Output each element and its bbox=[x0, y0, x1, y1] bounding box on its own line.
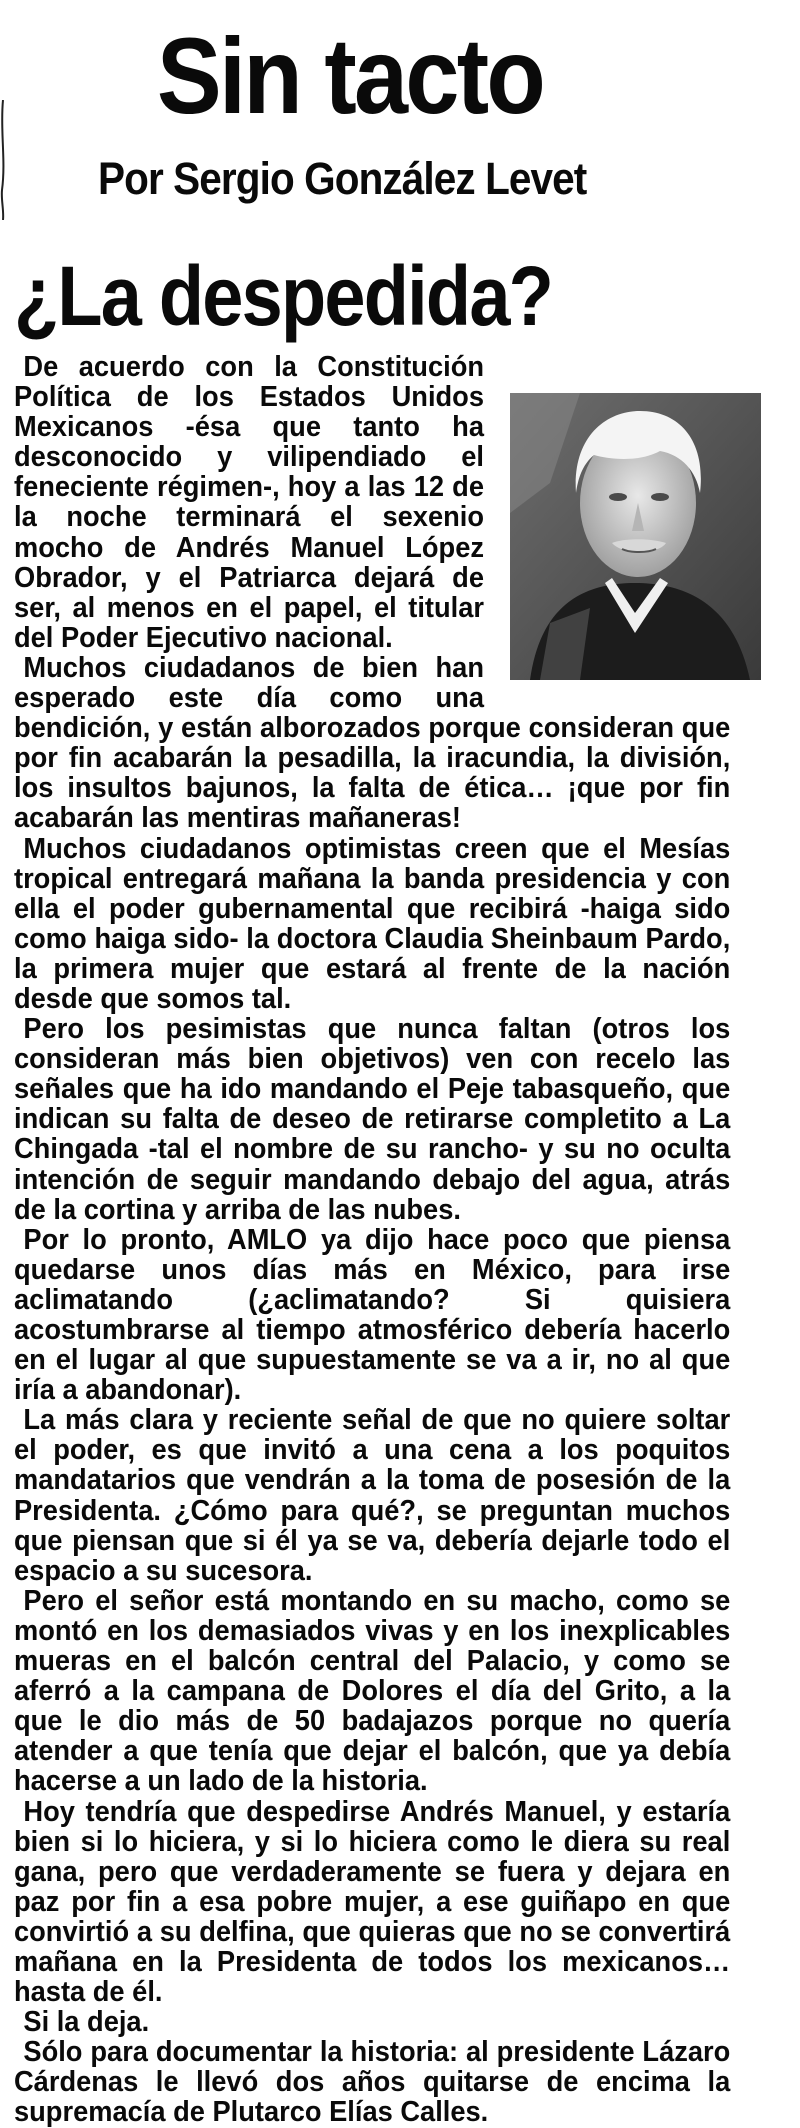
paragraph-9: Si la deja. bbox=[23, 2006, 150, 2039]
photo-wrap-area bbox=[484, 352, 730, 704]
column-title: Sin tacto bbox=[156, 15, 544, 136]
paragraph-6: La más clara y reciente señal de que no quiere soltar el poder, es que invitó a una cena a los poquitos mandatarios que vendrán a la toma de posesión de la Presidenta. ¿Cómo para qué?, se preguntan muchos que piensan que si él ya se va, debería dejarle todo el espacio a su sucesora. bbox=[14, 1404, 731, 1587]
paragraph-10: Sólo para documentar la historia: al presidente Lázaro Cárdenas le llevó dos años quitarse de encima la supremacía de Plutarco Elías Calles. bbox=[14, 2036, 731, 2128]
paragraph-7: Pero el señor está montando en su macho, como se montó en los demasiados vivas y en los inexplicables mueras en el balcón central del Palacio, y como se aferró a la campana de Dolores el día del Grito, a la que le dio más de 50 badajazos porque no quería atender a que tenía que dejar el balcón, que ya debía hacerse a un lado de la historia. bbox=[14, 1584, 731, 1798]
page-edge-mark bbox=[0, 100, 6, 220]
paragraph-5: Por lo pronto, AMLO ya dijo hace poco que piensa quedarse unos días más en México, para irse aclimatando (¿aclimatando? Si quisiera acostumbrarse al tiempo atmosférico debería hacerlo en el lugar al que supuestamente se va a ir, no al que iría a abandonar). bbox=[14, 1223, 731, 1407]
paragraph-2: Muchos ciudadanos de bien han esperado este día como una bendición, y están alborozados porque consideran que por fin acabarán la pesadilla, la iracundia, la división, los insultos bajunos, la falta de ética… ¡que por fin acabarán las mentiras mañaneras! bbox=[14, 651, 731, 835]
paragraph-4: Pero los pesimistas que nunca faltan (otros los consideran más bien objetivos) ven con recelo las señales que ha ido mandando el Peje tabasqueño, que indican su falta de deseo de retirarse completito a La Chingada -tal el nombre de su rancho- y su no oculta intención de seguir mandando debajo del agua, atrás de la cortina y arriba de las nubes. bbox=[14, 1013, 731, 1226]
paragraph-1: De acuerdo con la Constitución Política de los Estados Unidos Mexicanos -ésa que tanto ha desconocido y vilipendiado el feneciente régimen-, hoy a las 12 de la noche terminará el sexenio mocho de Andrés Manuel López Obrador, y el Patriarca dejará de ser, al menos en el papel, el titular del Poder Ejecutivo nacional. bbox=[14, 351, 485, 654]
paragraph-3: Muchos ciudadanos optimistas creen que el Mesías tropical entregará mañana la banda presidencia y con ella el poder gubernamental que recibirá -haiga sido como haiga sido- la doctora Claudia Sheinbaum Pardo, la primera mujer que estará al frente de la nación desde que somos tal. bbox=[14, 832, 731, 1015]
article-body bbox=[14, 352, 730, 2128]
byline: Por Sergio González Levet bbox=[98, 153, 587, 204]
paragraph-8: Hoy tendría que despedirse Andrés Manuel, y estaría bien si lo hiciera, y si lo hiciera como le diera su real gana, pero que verdaderamente se fuera y dejara en paz por fin a esa pobre mujer, a ese guiñapo en que convirtió a su delfina, que quieras que no se convertirá mañana en la Presidenta de todos los mexicanos… hasta de él. bbox=[14, 1795, 731, 2009]
article-headline: ¿La despedida? bbox=[14, 249, 553, 343]
